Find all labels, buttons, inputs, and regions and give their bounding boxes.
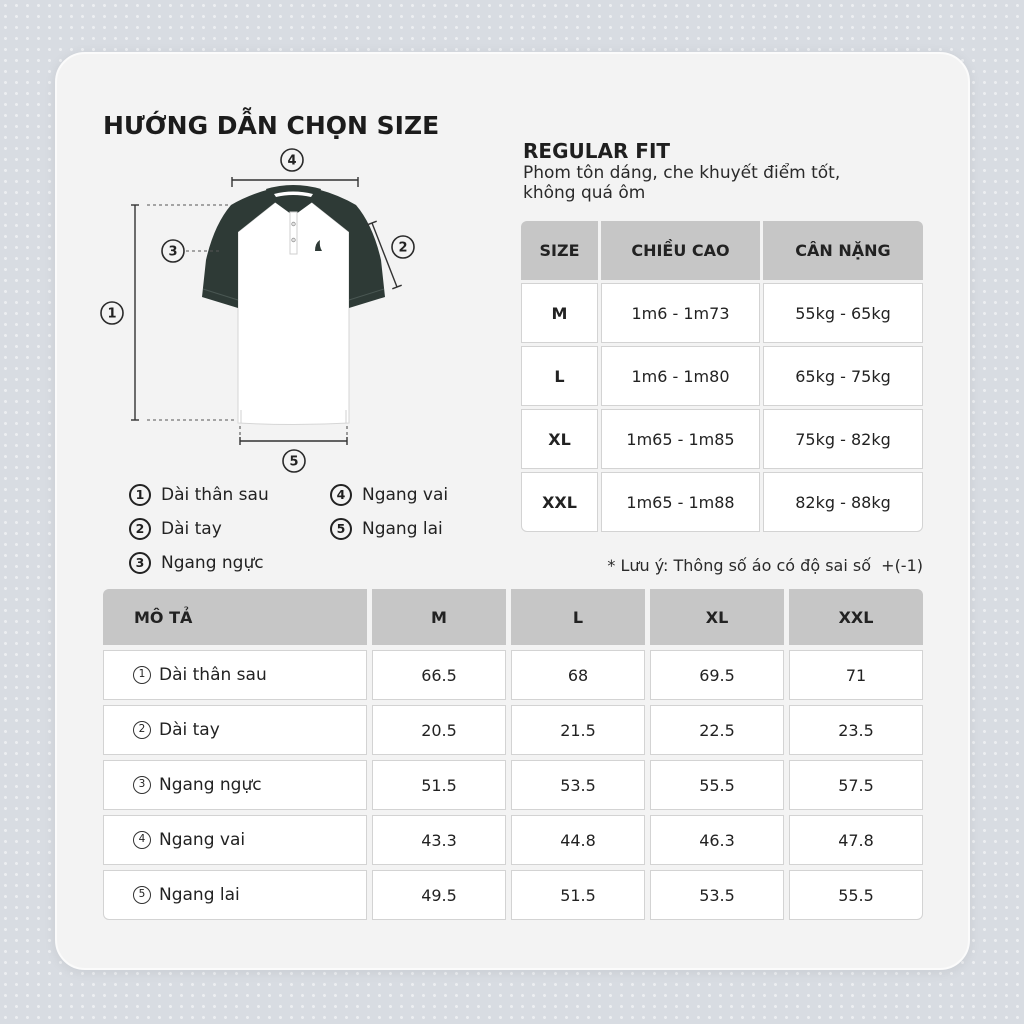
size-table-header: CHIỀU CAO [601,221,760,280]
row-label: Dài tay [159,720,220,740]
size-cell: M [521,283,598,343]
shirt-diagram [95,140,425,485]
legend-number: 4 [330,484,352,506]
marker-2 [392,236,414,258]
legend-label: Dài tay [161,519,222,539]
legend-item-hem-width [330,518,480,540]
legend-item-back-length [129,484,330,506]
measurement-value: 49.5 [372,870,506,920]
measurement-value: 68 [511,650,645,700]
legend-item-sleeve-length [129,518,330,540]
marker-4 [281,149,303,171]
legend-item-shoulder-width [330,484,480,506]
height-cell: 1m65 - 1m88 [601,472,760,532]
measurement-value: 21.5 [511,705,645,755]
tolerance-note: * Lưu ý: Thông số áo có độ sai số +(-1) [607,556,923,575]
marker-2-number: 2 [398,240,408,256]
marker-1-number: 1 [107,306,117,322]
shirt-button-2 [292,238,296,242]
measurement-value: 53.5 [650,870,784,920]
marker-3-number: 3 [168,244,178,260]
row-label: Ngang lai [159,885,240,905]
measurement-value: 66.5 [372,650,506,700]
measurement-value: 43.3 [372,815,506,865]
measurement-value: 55.5 [650,760,784,810]
row-number: 3 [133,776,151,794]
measurement-value: 51.5 [372,760,506,810]
legend-label: Ngang ngực [161,553,264,573]
row-label: Dài thân sau [159,665,267,685]
measurement-value: 44.8 [511,815,645,865]
marker-4-number: 4 [287,153,297,169]
measurement-table-header: XL [650,589,784,645]
row-number: 1 [133,666,151,684]
measurement-label-cell [103,815,367,865]
measurement-label-cell [103,760,367,810]
measurement-value: 51.5 [511,870,645,920]
measurement-value: 47.8 [789,815,923,865]
legend-number: 3 [129,552,151,574]
row-label: Ngang ngực [159,775,262,795]
measurement-value: 22.5 [650,705,784,755]
row-number: 5 [133,886,151,904]
measurement-value: 53.5 [511,760,645,810]
measurement-table-header: M [372,589,506,645]
weight-cell: 65kg - 75kg [763,346,923,406]
legend-label: Ngang vai [362,485,449,505]
weight-cell: 82kg - 88kg [763,472,923,532]
measurement-value: 71 [789,650,923,700]
height-cell: 1m6 - 1m80 [601,346,760,406]
fit-description: không quá ôm [523,183,646,203]
legend-number: 5 [330,518,352,540]
measurement-value: 57.5 [789,760,923,810]
measurement-legend [129,478,480,580]
measurement-value: 69.5 [650,650,784,700]
fit-description: Phom tôn dáng, che khuyết điểm tốt, [523,163,841,183]
shirt-placket [290,212,297,254]
size-table-header: SIZE [521,221,598,280]
legend-label: Dài thân sau [161,485,269,505]
marker-1 [101,302,123,324]
page-title: HƯỚNG DẪN CHỌN SIZE [103,111,440,140]
fit-title: REGULAR FIT [523,139,671,163]
measurement-label-cell [103,650,367,700]
measurement-value: 55.5 [789,870,923,920]
measurement-table-header: MÔ TẢ [103,589,367,645]
legend-number: 1 [129,484,151,506]
measurement-value: 46.3 [650,815,784,865]
measurement-table-header: L [511,589,645,645]
measurement-label-cell [103,870,367,920]
marker-3 [162,240,184,262]
size-cell: XL [521,409,598,469]
legend-item-chest-width [129,552,330,574]
measurement-label-cell [103,705,367,755]
shirt-button-1 [292,222,296,226]
size-table-header: CÂN NẶNG [763,221,923,280]
marker-5-number: 5 [289,454,299,470]
weight-cell: 55kg - 65kg [763,283,923,343]
row-number: 2 [133,721,151,739]
marker-5 [283,450,305,472]
measurement-value: 20.5 [372,705,506,755]
legend-label: Ngang lai [362,519,443,539]
row-number: 4 [133,831,151,849]
measurement-table [103,589,923,920]
weight-cell: 75kg - 82kg [763,409,923,469]
height-cell: 1m65 - 1m85 [601,409,760,469]
size-table [521,221,923,532]
measurement-table-header: XXL [789,589,923,645]
size-cell: L [521,346,598,406]
height-cell: 1m6 - 1m73 [601,283,760,343]
legend-number: 2 [129,518,151,540]
row-label: Ngang vai [159,830,246,850]
measurement-value: 23.5 [789,705,923,755]
size-cell: XXL [521,472,598,532]
